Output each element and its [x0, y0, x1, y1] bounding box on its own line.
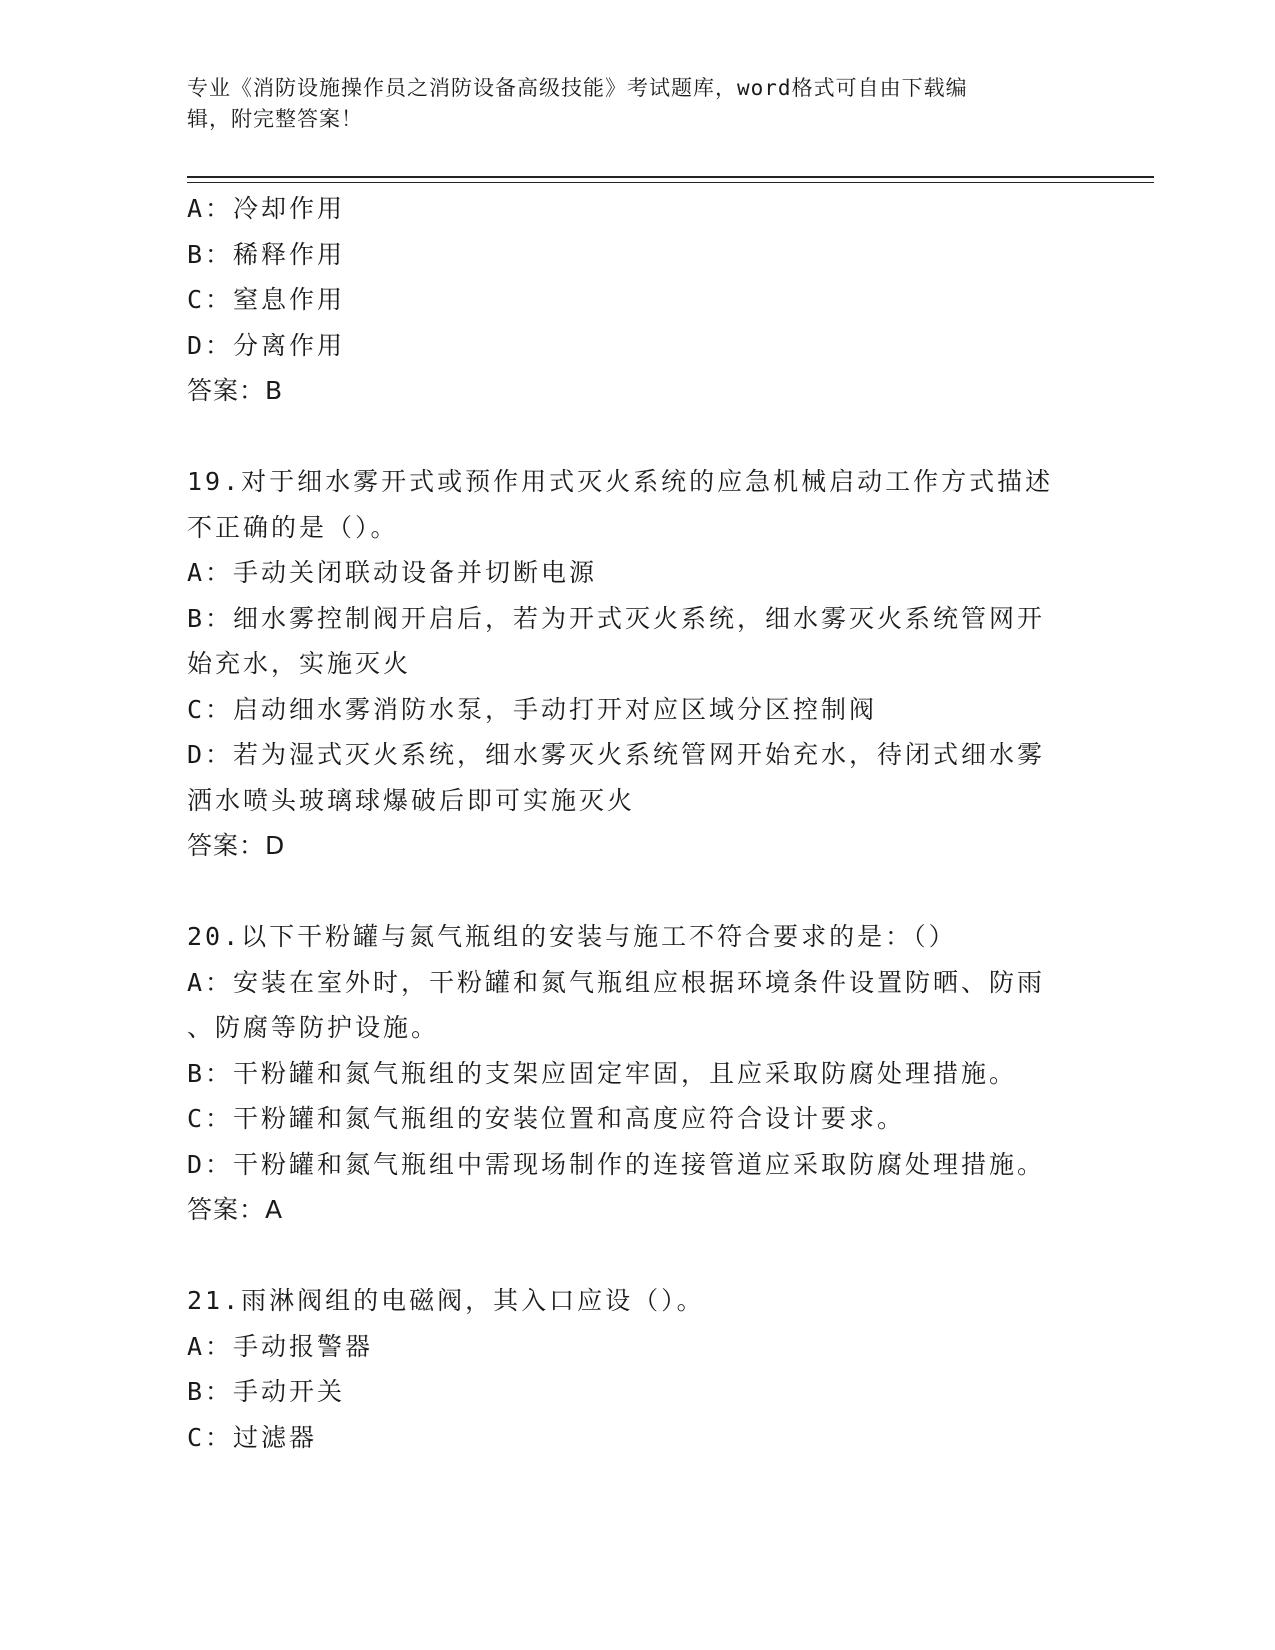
question-stem: 21.雨淋阀组的电磁阀，其入口应设（）。 — [187, 1286, 705, 1315]
option-b: B：干粉罐和氮气瓶组的支架应固定牢固，且应采取防腐处理措施。 — [187, 1058, 1018, 1088]
document-header — [187, 73, 1087, 135]
question-stem-continued: 不正确的是（）。 — [187, 512, 399, 542]
answer: 答案：A — [187, 1195, 284, 1224]
question-list — [187, 186, 1087, 1460]
option-d: D：若为湿式灭火系统，细水雾灭火系统管网开始充水，待闭式细水雾 — [187, 740, 1046, 769]
option-b: B：手动开关 — [187, 1377, 346, 1406]
option-a: A：冷却作用 — [187, 194, 346, 223]
question-18 — [187, 186, 1087, 414]
option-c: C：过滤器 — [187, 1422, 318, 1452]
answer: 答案：D — [187, 831, 286, 860]
option-a: A：手动关闭联动设备并切断电源 — [187, 558, 598, 587]
header-divider-thin — [187, 182, 1154, 183]
option-c: C：窒息作用 — [187, 285, 346, 314]
option-b: B：稀释作用 — [187, 239, 346, 269]
question-20 — [187, 914, 1087, 1233]
question-stem: 19.对于细水雾开式或预作用式灭火系统的应急机械启动工作方式描述 — [187, 467, 1054, 496]
option-c: C：启动细水雾消防水泵，手动打开对应区域分区控制阀 — [187, 694, 878, 724]
header-line-1: 专业《消防设施操作员之消防设备高级技能》考试题库，word格式可自由下载编 — [187, 76, 968, 100]
option-d: D：干粉罐和氮气瓶组中需现场制作的连接管道应采取防腐处理措施。 — [187, 1149, 1046, 1179]
option-b: B：细水雾控制阀开启后，若为开式灭火系统，细水雾灭火系统管网开 — [187, 603, 1046, 633]
answer: 答案：B — [187, 376, 284, 405]
option-a: A：手动报警器 — [187, 1331, 374, 1361]
spacer — [187, 414, 1087, 460]
question-21 — [187, 1278, 1087, 1460]
option-d-continued: 洒水喷头玻璃球爆破后即可实施灭火 — [187, 785, 636, 815]
option-d: D：分离作用 — [187, 330, 346, 360]
question-19 — [187, 459, 1087, 869]
option-c: C：干粉罐和氮气瓶组的安装位置和高度应符合设计要求。 — [187, 1104, 906, 1133]
question-stem: 20.以下干粉罐与氮气瓶组的安装与施工不符合要求的是：（） — [187, 922, 957, 951]
header-line-2: 辑，附完整答案！ — [187, 107, 363, 131]
option-b-continued: 始充水，实施灭火 — [187, 649, 412, 678]
spacer — [187, 1233, 1087, 1279]
option-a-continued: 、防腐等防护设施。 — [187, 1013, 440, 1042]
option-a: A：安装在室外时，干粉罐和氮气瓶组应根据环境条件设置防晒、防雨 — [187, 967, 1046, 997]
header-divider-thick — [187, 176, 1154, 178]
spacer — [187, 869, 1087, 915]
